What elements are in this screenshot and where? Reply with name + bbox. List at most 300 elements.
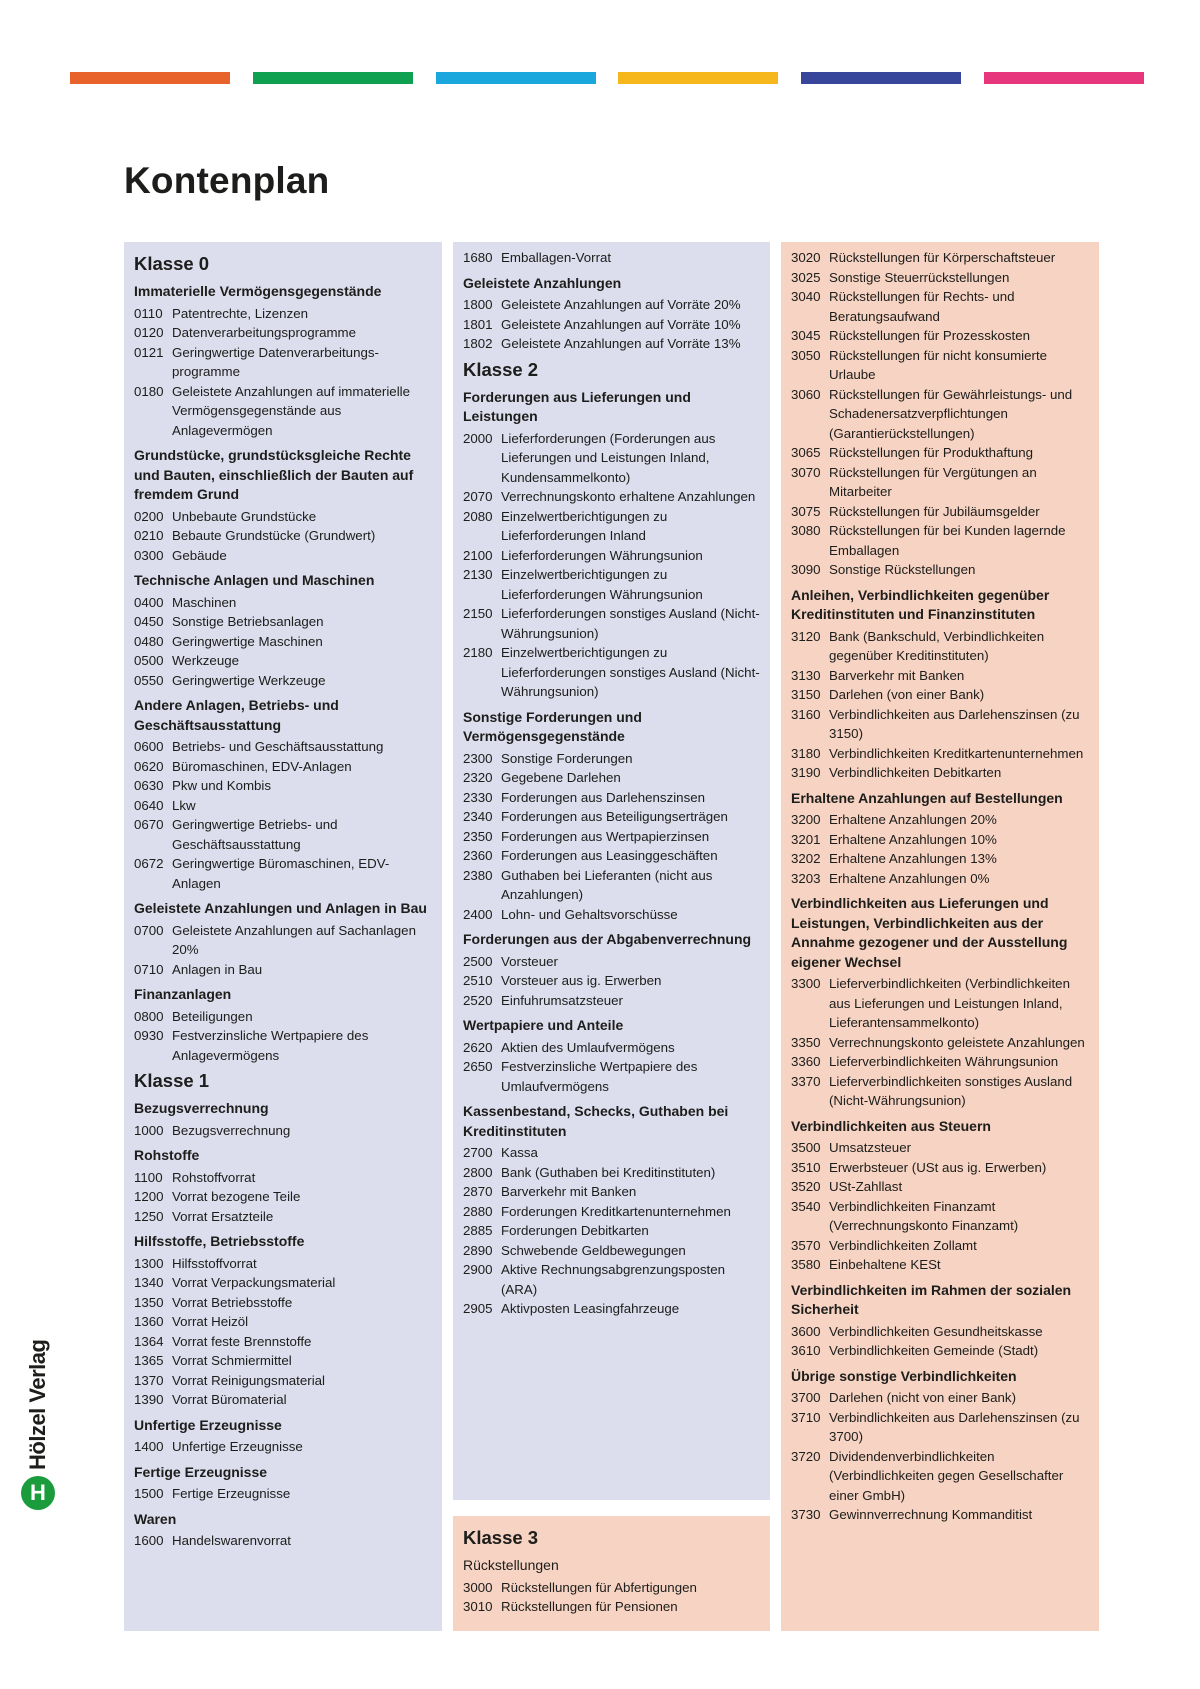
- account-row: [791, 830, 1089, 850]
- account-row: [791, 248, 1089, 268]
- account-name: Lieferforderungen Währungsunion: [501, 547, 703, 563]
- account-name: Rückstellungen für Körperschaftsteuer: [829, 250, 1056, 265]
- account-number: 1390: [134, 1392, 164, 1407]
- account-row: [791, 1138, 1089, 1158]
- account-name: Geleistete Anzahlungen auf Vorräte 10%: [501, 316, 741, 332]
- account-name: Erhaltene Anzahlungen 20%: [829, 812, 997, 827]
- account-name: Verrechnungskonto geleistete Anzahlungen: [829, 1034, 1085, 1050]
- publisher-logo: [20, 1339, 56, 1510]
- account-number: 2870: [463, 1184, 493, 1199]
- account-number: 0550: [134, 672, 164, 688]
- account-number: 0500: [134, 653, 164, 668]
- account-name: Emballagen-Vorrat: [501, 250, 612, 265]
- account-row: [791, 502, 1089, 522]
- account-number: 3700: [791, 1390, 821, 1405]
- column-klasse-3-cont: [781, 242, 1099, 1631]
- account-name: Werkzeuge: [172, 653, 240, 668]
- account-row: [791, 1408, 1089, 1447]
- account-row: [463, 546, 760, 566]
- group-heading: Kassenbestand, Schecks, Guthaben bei Kreditinstituten: [463, 1103, 729, 1139]
- account-row: [791, 521, 1089, 560]
- account-row: [463, 1578, 760, 1598]
- account-row: [463, 1057, 760, 1096]
- account-row: [134, 304, 432, 324]
- account-number: 2080: [463, 508, 493, 524]
- account-name: Beteiligungen: [172, 1008, 253, 1024]
- account-row: [791, 1052, 1089, 1072]
- account-row: [791, 1341, 1089, 1361]
- account-number: 2510: [463, 973, 493, 988]
- account-number: 3060: [791, 386, 821, 402]
- account-number: 3000: [463, 1579, 493, 1595]
- account-name: Lieferverbindlichkeiten sonstiges Ausland (Nicht-Währungsunion): [829, 1073, 1073, 1108]
- account-name: Rückstellungen für Jubiläumsgelder: [829, 503, 1040, 519]
- account-number: 1802: [463, 336, 493, 351]
- column-klasse-3-start: [453, 1516, 770, 1631]
- account-row: [791, 849, 1089, 869]
- account-number: 2885: [463, 1223, 493, 1238]
- account-number: 2650: [463, 1059, 493, 1074]
- account-name: Gegebene Darlehen: [501, 770, 621, 785]
- account-row: [463, 334, 760, 354]
- color-bar: [618, 72, 778, 84]
- account-row: [134, 1273, 432, 1293]
- account-number: 1000: [134, 1122, 164, 1138]
- group-heading: Forderungen aus der Abgabenverrechnung: [463, 931, 752, 947]
- account-name: Einzelwertberichtigungen zu Lieferforderungen Währungsunion: [501, 567, 703, 602]
- account-number: 2880: [463, 1203, 493, 1219]
- account-number: 3350: [791, 1034, 821, 1050]
- account-row: [134, 382, 432, 441]
- account-row: [134, 796, 432, 816]
- account-number: 3610: [791, 1343, 821, 1358]
- account-number: 0400: [134, 594, 164, 610]
- account-name: Forderungen aus Darlehenszinsen: [501, 789, 706, 805]
- logo-mark-icon: H: [21, 1476, 55, 1510]
- column-klasse-1-2: [453, 242, 770, 1500]
- account-name: Verbindlichkeiten Kreditkartenunternehmen: [829, 745, 1084, 761]
- account-row: [463, 1299, 760, 1319]
- account-number: 1360: [134, 1314, 164, 1329]
- account-name: Verbindlichkeiten aus Darlehenszinsen (zu 3150): [829, 706, 1080, 741]
- account-row: [463, 768, 760, 788]
- group-heading: Übrige sonstige Verbindlichkeiten: [791, 1367, 1017, 1384]
- account-number: 0450: [134, 614, 164, 629]
- account-row: [463, 952, 760, 972]
- account-number: 3360: [791, 1054, 821, 1069]
- account-row: [134, 593, 432, 613]
- account-name: Verbindlichkeiten Gesundheitskasse: [829, 1323, 1043, 1339]
- account-name: Büromaschinen, EDV-Anlagen: [172, 758, 352, 774]
- account-row: [134, 1351, 432, 1371]
- account-number: 3202: [791, 851, 821, 866]
- account-name: Vorrat bezogene Teile: [172, 1189, 301, 1204]
- account-row: [134, 1484, 432, 1504]
- account-number: 3070: [791, 464, 821, 480]
- account-row: [791, 287, 1089, 326]
- account-number: 2070: [463, 489, 493, 504]
- account-number: 2905: [463, 1301, 493, 1316]
- logo-text: Hölzel Verlag: [25, 1339, 50, 1470]
- account-name: Handelswarenvorrat: [172, 1533, 291, 1548]
- account-row: [463, 248, 760, 268]
- account-number: 3075: [791, 503, 821, 519]
- account-number: 0672: [134, 856, 164, 871]
- klasse-heading: Klasse 2: [463, 358, 539, 380]
- account-row: [791, 268, 1089, 288]
- account-number: 2400: [463, 906, 493, 922]
- account-name: Sonstige Steuerrückstellungen: [829, 269, 1010, 285]
- account-name: Forderungen aus Beteiligungserträgen: [501, 809, 728, 824]
- account-number: 2340: [463, 809, 493, 824]
- account-number: 2890: [463, 1242, 493, 1258]
- account-name: Sonstige Betriebsanlagen: [172, 614, 324, 629]
- account-row: [791, 443, 1089, 463]
- account-number: 2800: [463, 1164, 493, 1180]
- account-name: Geleistete Anzahlungen auf Vorräte 20%: [501, 297, 741, 312]
- account-row: [791, 974, 1089, 1033]
- account-name: Rückstellungen für Pensionen: [501, 1599, 678, 1614]
- account-row: [463, 846, 760, 866]
- account-row: [463, 1221, 760, 1241]
- account-name: Vorrat feste Brennstoffe: [172, 1333, 312, 1349]
- account-row: [134, 651, 432, 671]
- account-name: Vorrat Büromaterial: [172, 1392, 287, 1407]
- account-name: Kassa: [501, 1145, 538, 1160]
- account-name: Vorsteuer: [501, 953, 558, 969]
- account-name: Lohn- und Gehaltsvorschüsse: [501, 906, 678, 922]
- account-row: [791, 763, 1089, 783]
- account-row: [463, 905, 760, 925]
- account-name: Vorrat Betriebsstoffe: [172, 1294, 293, 1310]
- account-number: 3160: [791, 706, 821, 722]
- account-name: Erhaltene Anzahlungen 13%: [829, 851, 997, 866]
- account-name: Geringwertige Datenverarbeitungs-programme: [172, 344, 379, 379]
- account-number: 2330: [463, 789, 493, 805]
- account-number: 2150: [463, 606, 493, 621]
- account-row: [134, 1207, 432, 1227]
- account-name: Einzelwertberichtigungen zu Lieferforderungen sonstiges Ausland (Nicht-Währungsunion): [501, 645, 760, 699]
- account-name: Bezugsverrechnung: [172, 1122, 291, 1138]
- account-number: 2500: [463, 953, 493, 969]
- account-row: [463, 604, 760, 643]
- account-row: [463, 1241, 760, 1261]
- account-name: Vorrat Reinigungsmaterial: [172, 1372, 325, 1388]
- account-row: [134, 323, 432, 343]
- account-row: [791, 627, 1089, 666]
- account-name: Lkw: [172, 797, 196, 813]
- account-row: [134, 1187, 432, 1207]
- account-name: Rückstellungen für Produkthaftung: [829, 445, 1034, 460]
- account-name: Geleistete Anzahlungen auf Vorräte 13%: [501, 336, 741, 351]
- account-row: [791, 1072, 1089, 1111]
- account-row: [134, 1007, 432, 1027]
- klasse-heading: Klasse 3: [463, 1527, 539, 1548]
- account-name: Geringwertige Werkzeuge: [172, 672, 326, 688]
- color-bars: [70, 72, 1144, 84]
- group-heading: Fertige Erzeugnisse: [134, 1463, 268, 1480]
- account-number: 3040: [791, 289, 821, 304]
- account-number: 3500: [791, 1140, 821, 1155]
- account-row: [463, 1038, 760, 1058]
- account-row: [791, 666, 1089, 686]
- account-number: 3540: [791, 1198, 821, 1214]
- account-number: 3520: [791, 1179, 821, 1194]
- account-name: Lieferforderungen (Forderungen aus Lieferungen und Leistungen Inland, Kundensammelkonto): [501, 430, 716, 485]
- account-row: [791, 869, 1089, 889]
- account-row: [463, 749, 760, 769]
- account-row: [134, 737, 432, 757]
- account-name: Forderungen Kreditkartenunternehmen: [501, 1203, 731, 1219]
- account-row: [463, 827, 760, 847]
- account-name: Vorrat Ersatzteile: [172, 1208, 274, 1224]
- account-name: Lieferforderungen sonstiges Ausland (Nicht-Währungsunion): [501, 606, 760, 641]
- group-heading: Forderungen aus Lieferungen und Leistungen: [463, 388, 691, 424]
- page-title: Kontenplan: [124, 160, 330, 201]
- account-number: 3203: [791, 870, 821, 886]
- account-number: 1600: [134, 1533, 164, 1548]
- account-number: 1680: [463, 250, 493, 265]
- account-name: Geringwertige Maschinen: [172, 633, 323, 649]
- account-number: 1200: [134, 1189, 164, 1204]
- account-row: [134, 776, 432, 796]
- account-number: 0700: [134, 922, 164, 938]
- account-number: 3050: [791, 347, 821, 363]
- account-row: [791, 810, 1089, 830]
- account-name: Vorrat Heizöl: [172, 1314, 249, 1329]
- account-name: Lieferverbindlichkeiten Währungsunion: [829, 1054, 1059, 1069]
- account-number: 1500: [134, 1486, 164, 1501]
- account-name: Anlagen in Bau: [172, 961, 263, 977]
- account-name: Erhaltene Anzahlungen 0%: [829, 870, 990, 886]
- account-number: 0480: [134, 633, 164, 649]
- account-row: [463, 991, 760, 1011]
- color-bar: [70, 72, 230, 84]
- account-name: Einzelwertberichtigungen zu Lieferforderungen Inland: [501, 508, 668, 543]
- account-number: 2900: [463, 1262, 493, 1277]
- account-name: Hilfsstoffvorrat: [172, 1255, 257, 1271]
- account-row: [134, 546, 432, 566]
- account-name: Gebäude: [172, 547, 227, 563]
- account-number: 3720: [791, 1448, 821, 1464]
- account-name: Maschinen: [172, 594, 237, 610]
- account-number: 2620: [463, 1039, 493, 1055]
- account-name: Lieferverbindlichkeiten (Verbindlichkeiten aus Lieferungen und Leistungen Inland, Lieferantensammelkonto): [829, 976, 1070, 1030]
- group-heading: Sonstige Forderungen und Vermögensgegenstände: [463, 708, 642, 744]
- account-name: Verbindlichkeiten Debitkarten: [829, 765, 1002, 780]
- account-name: Sonstige Rückstellungen: [829, 562, 976, 577]
- account-row: [134, 1437, 432, 1457]
- account-name: Bank (Bankschuld, Verbindlichkeiten gegenüber Kreditinstituten): [829, 628, 1045, 663]
- account-row: [134, 1121, 432, 1141]
- account-number: 3201: [791, 831, 821, 847]
- account-row: [134, 1293, 432, 1313]
- account-number: 3010: [463, 1599, 493, 1614]
- account-row: [463, 565, 760, 604]
- account-name: Vorrat Schmiermittel: [172, 1353, 292, 1368]
- account-row: [134, 1531, 432, 1551]
- account-name: Erwerbsteuer (USt aus ig. Erwerben): [829, 1159, 1047, 1175]
- account-row: [791, 1322, 1089, 1342]
- account-name: Festverzinsliche Wertpapiere des Anlagevermögens: [172, 1028, 369, 1063]
- account-name: Festverzinsliche Wertpapiere des Umlaufvermögens: [501, 1059, 698, 1094]
- account-row: [791, 705, 1089, 744]
- group-heading: Rohstoffe: [134, 1147, 200, 1163]
- account-number: 0930: [134, 1028, 164, 1043]
- account-number: 0620: [134, 758, 164, 774]
- account-number: 0800: [134, 1008, 164, 1024]
- account-row: [134, 1026, 432, 1065]
- account-row: [134, 960, 432, 980]
- account-name: Betriebs- und Geschäftsausstattung: [172, 739, 384, 754]
- account-number: 3080: [791, 523, 821, 538]
- account-number: 1365: [134, 1353, 164, 1368]
- account-name: Rückstellungen für nicht konsumierte Urlaube: [829, 347, 1048, 382]
- account-row: [463, 295, 760, 315]
- account-name: Rückstellungen für Rechts- und Beratungsaufwand: [829, 289, 1015, 324]
- account-row: [791, 346, 1089, 385]
- group-heading: Verbindlichkeiten aus Steuern: [791, 1117, 991, 1134]
- account-number: 2520: [463, 992, 493, 1008]
- account-row: [791, 744, 1089, 764]
- account-name: Unbebaute Grundstücke: [172, 508, 317, 524]
- account-name: Dividendenverbindlichkeiten (Verbindlichkeiten gegen Gesellschafter einer GmbH): [829, 1448, 1064, 1503]
- account-number: 1300: [134, 1255, 164, 1271]
- account-number: 1250: [134, 1208, 164, 1224]
- account-name: Barverkehr mit Banken: [829, 667, 965, 683]
- account-number: 2360: [463, 848, 493, 863]
- account-number: 3150: [791, 687, 821, 702]
- account-number: 1100: [134, 1169, 163, 1185]
- account-row: [791, 463, 1089, 502]
- account-number: 2350: [463, 828, 493, 844]
- account-number: 0121: [134, 344, 164, 360]
- account-number: 0110: [134, 305, 163, 321]
- account-row: [134, 612, 432, 632]
- group-heading: Erhaltene Anzahlungen auf Bestellungen: [791, 789, 1063, 806]
- account-number: 0710: [134, 961, 164, 977]
- group-heading: Geleistete Anzahlungen und Anlagen in Bau: [134, 900, 427, 916]
- account-number: 3190: [791, 765, 821, 780]
- account-row: [463, 1163, 760, 1183]
- account-number: 1350: [134, 1294, 164, 1310]
- account-row: [791, 560, 1089, 580]
- account-name: Rückstellungen für bei Kunden lagernde Emballagen: [829, 523, 1066, 558]
- group-heading: Unfertige Erzeugnisse: [134, 1416, 282, 1433]
- account-row: [134, 632, 432, 652]
- account-row: [791, 385, 1089, 444]
- account-number: 3045: [791, 328, 821, 343]
- account-row: [134, 1254, 432, 1274]
- account-number: 2100: [463, 547, 493, 563]
- account-number: 3130: [791, 667, 821, 683]
- account-number: 3730: [791, 1507, 821, 1522]
- account-name: Guthaben bei Lieferanten (nicht aus Anzahlungen): [501, 867, 713, 902]
- account-row: [134, 815, 432, 854]
- account-name: Rückstellungen für Gewährleistungs- und Schadenersatzverpflichtungen (Garantierückstellungen): [829, 386, 1073, 441]
- account-name: Patentrechte, Lizenzen: [172, 305, 309, 321]
- account-number: 3580: [791, 1257, 821, 1272]
- account-row: [463, 807, 760, 827]
- group-heading: Anleihen, Verbindlichkeiten gegenüber Kreditinstituten und Finanzinstituten: [791, 586, 1050, 622]
- account-row: [791, 326, 1089, 346]
- account-name: Bank (Guthaben bei Kreditinstituten): [501, 1164, 716, 1180]
- account-name: Gewinnverrechnung Kommanditist: [829, 1507, 1033, 1522]
- account-row: [134, 526, 432, 546]
- account-row: [134, 671, 432, 691]
- account-name: Datenverarbeitungsprogramme: [172, 325, 357, 340]
- account-number: 2300: [463, 750, 493, 766]
- account-number: 1801: [463, 316, 493, 332]
- group-heading: Bezugsverrechnung: [134, 1100, 269, 1116]
- account-name: Umsatzsteuer: [829, 1140, 912, 1155]
- account-row: [463, 866, 760, 905]
- account-name: Sonstige Forderungen: [501, 750, 633, 766]
- account-name: Rückstellungen für Vergütungen an Mitarbeiter: [829, 464, 1037, 499]
- color-bar: [253, 72, 413, 84]
- account-name: Schwebende Geldbewegungen: [501, 1242, 686, 1258]
- account-row: [134, 507, 432, 527]
- account-row: [134, 1312, 432, 1332]
- account-name: Geleistete Anzahlungen auf Sachanlagen 20%: [172, 922, 416, 957]
- account-number: 3510: [791, 1159, 821, 1175]
- account-row: [791, 1177, 1089, 1197]
- color-bar: [801, 72, 961, 84]
- account-row: [134, 1390, 432, 1410]
- account-row: [791, 1447, 1089, 1506]
- account-number: 0200: [134, 508, 164, 524]
- account-name: Aktivposten Leasingfahrzeuge: [501, 1301, 680, 1316]
- account-row: [463, 1597, 760, 1617]
- account-number: 2380: [463, 867, 493, 883]
- account-number: 0600: [134, 739, 164, 754]
- account-row: [134, 1168, 432, 1188]
- account-row: [463, 1182, 760, 1202]
- account-name: Erhaltene Anzahlungen 10%: [829, 831, 997, 847]
- account-row: [463, 971, 760, 991]
- account-number: 2180: [463, 645, 493, 660]
- account-name: Geringwertige Büromaschinen, EDV-Anlagen: [172, 856, 390, 891]
- account-name: Vorsteuer aus ig. Erwerben: [501, 973, 662, 988]
- account-row: [791, 1236, 1089, 1256]
- account-number: 0630: [134, 778, 164, 793]
- account-name: Darlehen (von einer Bank): [829, 687, 985, 702]
- account-name: Barverkehr mit Banken: [501, 1184, 637, 1199]
- account-row: [791, 1158, 1089, 1178]
- color-bar: [436, 72, 596, 84]
- account-name: Rohstoffvorrat: [172, 1169, 256, 1185]
- account-row: [134, 854, 432, 893]
- account-name: Darlehen (nicht von einer Bank): [829, 1390, 1016, 1405]
- account-number: 2700: [463, 1145, 493, 1160]
- account-row: [463, 1260, 760, 1299]
- account-name: Einbehaltene KESt: [829, 1257, 941, 1272]
- account-number: 3020: [791, 250, 821, 265]
- account-row: [463, 487, 760, 507]
- account-name: Rückstellungen für Prozesskosten: [829, 328, 1031, 343]
- group-heading: Verbindlichkeiten aus Lieferungen und Leistungen, Verbindlichkeiten aus der Annahme gezogener und der Ausstellung eigener Wechsel: [791, 895, 1068, 970]
- account-number: 1800: [463, 297, 493, 312]
- account-name: Verbindlichkeiten aus Darlehenszinsen (zu 3700): [829, 1409, 1080, 1444]
- account-number: 0120: [134, 325, 164, 340]
- account-name: Rückstellungen für Abfertigungen: [501, 1579, 697, 1595]
- account-number: 3025: [791, 269, 821, 285]
- account-row: [134, 1332, 432, 1352]
- group-heading: Immaterielle Vermögensgegenstände: [134, 283, 382, 299]
- account-number: 3710: [791, 1409, 821, 1425]
- group-heading: Rückstellungen: [463, 1557, 559, 1573]
- account-number: 1370: [134, 1372, 164, 1388]
